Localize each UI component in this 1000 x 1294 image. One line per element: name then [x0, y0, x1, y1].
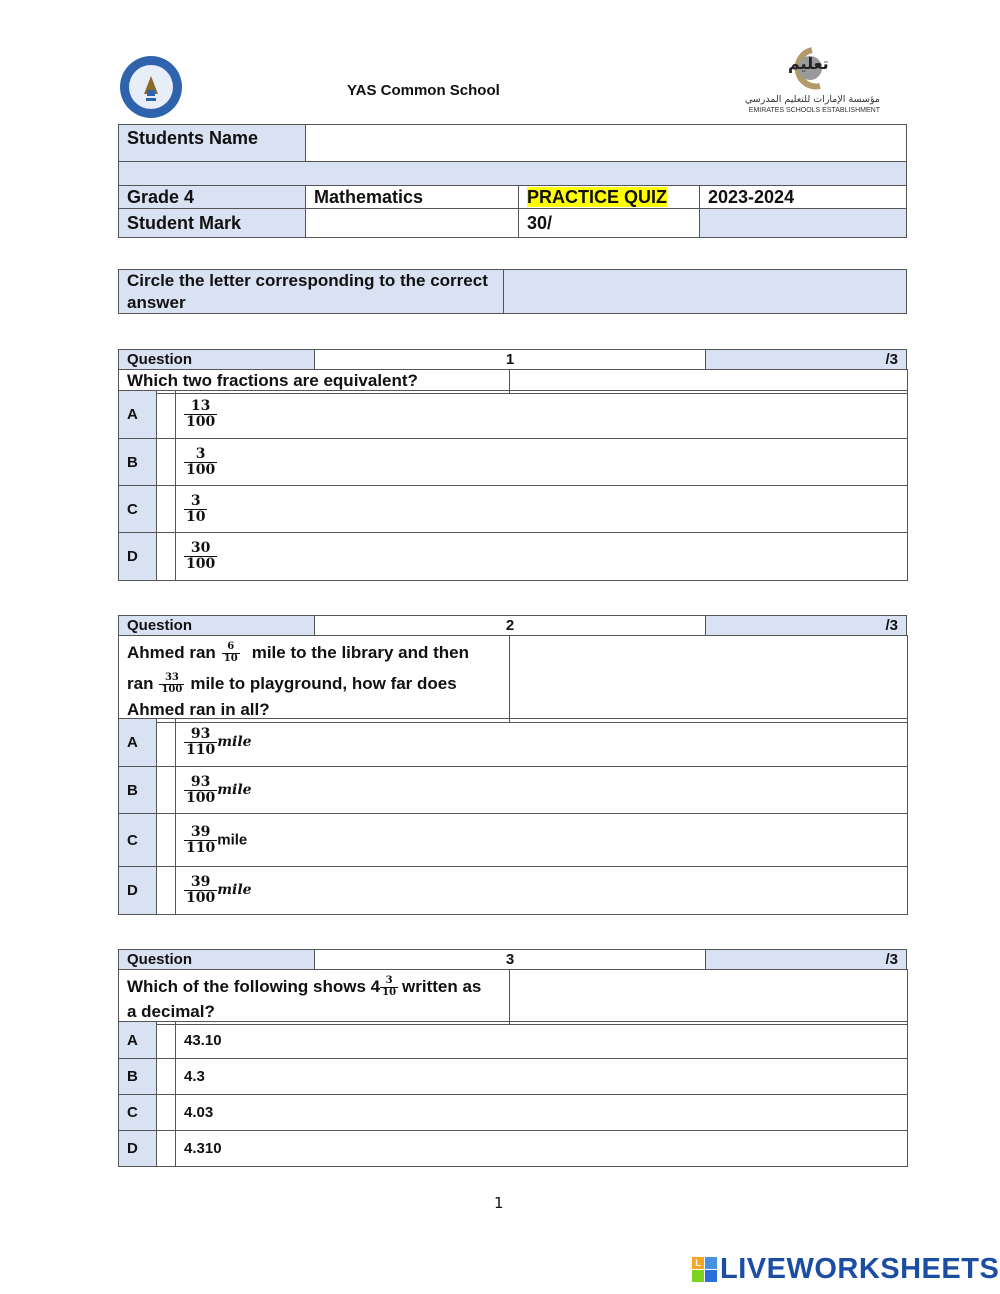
option-mark-box[interactable]: [157, 867, 176, 915]
option-row[interactable]: [119, 439, 908, 486]
option-value: 4.3: [176, 1059, 908, 1095]
option-letter[interactable]: B: [119, 767, 157, 814]
option-mark-box[interactable]: [157, 1131, 176, 1167]
fraction: [184, 399, 217, 429]
question-text-part: a decimal?: [127, 1001, 215, 1021]
option-mark-box[interactable]: [157, 439, 176, 486]
unit-label: mile: [217, 734, 252, 751]
question-2-options: [118, 718, 908, 915]
fraction-denominator: 100: [161, 683, 183, 695]
fraction-denominator: 10: [382, 986, 397, 998]
option-mark-box[interactable]: [157, 1022, 176, 1059]
fraction-denominator: 10: [223, 652, 238, 664]
option-value: 4.03: [176, 1095, 908, 1131]
fraction-numerator: 3: [195, 445, 206, 462]
ese-arabic-name: مؤسسة الإمارات للتعليم المدرسي: [744, 94, 880, 105]
option-mark-box[interactable]: [157, 1095, 176, 1131]
question-number: 1: [315, 350, 706, 370]
fraction-denominator: 10: [186, 508, 206, 525]
option-letter[interactable]: C: [119, 486, 157, 533]
question-number: 3: [315, 950, 706, 970]
question-marks: /3: [706, 950, 907, 970]
option-content: [176, 391, 908, 439]
option-letter[interactable]: D: [119, 1131, 157, 1167]
fraction-numerator: 39: [190, 874, 211, 891]
question-text-part: Ahmed ran in all?: [127, 699, 270, 719]
option-letter[interactable]: A: [119, 1022, 157, 1059]
fraction-denominator: 100: [186, 414, 216, 430]
brand-tile: [705, 1257, 717, 1269]
unit-label: mile: [217, 882, 252, 899]
question-text-part: mile to playground, how far does: [190, 673, 457, 693]
unit-label: mile: [217, 782, 252, 798]
option-content: [176, 867, 908, 915]
students-name-field[interactable]: [306, 125, 907, 162]
option-mark-box[interactable]: [157, 719, 176, 767]
option-letter[interactable]: B: [119, 1059, 157, 1095]
option-mark-box[interactable]: [157, 486, 176, 533]
fraction-numerator: 3: [385, 975, 393, 986]
answer-area: [510, 636, 908, 723]
brand-tile: [705, 1270, 717, 1282]
option-mark-box[interactable]: [157, 391, 176, 439]
question-marks: /3: [706, 350, 907, 370]
question-3-header: [118, 949, 907, 970]
fraction: [184, 494, 207, 524]
option-row[interactable]: [119, 867, 908, 915]
fraction-numerator: 30: [190, 540, 211, 557]
question-text-part: mile to the library and then: [251, 642, 469, 662]
quiz-type-label: PRACTICE QUIZ: [527, 186, 668, 207]
fraction-denominator: 100: [186, 461, 216, 478]
question-text: [119, 636, 510, 723]
question-text: [119, 970, 510, 1025]
ese-logo: [740, 46, 880, 118]
fraction: [380, 976, 398, 998]
fraction-numerator: 93: [190, 773, 211, 790]
ese-arabic-title: تعليم: [788, 54, 829, 73]
fraction-denominator: 100: [186, 890, 216, 906]
option-content: [176, 719, 908, 767]
fraction-numerator: 13: [190, 398, 211, 415]
liveworksheets-icon: [692, 1257, 717, 1282]
student-info-table: [118, 124, 907, 238]
option-mark-box[interactable]: [157, 1059, 176, 1095]
fraction: [159, 673, 184, 695]
fraction-denominator: 110: [186, 839, 216, 856]
mark-extra-cell: [700, 209, 907, 238]
question-number: 2: [315, 616, 706, 636]
option-letter[interactable]: A: [119, 719, 157, 767]
fraction-numerator: 6: [227, 641, 235, 652]
option-letter[interactable]: D: [119, 533, 157, 581]
option-row[interactable]: [119, 814, 908, 867]
option-mark-box[interactable]: [157, 767, 176, 814]
question-text-part: Which of the following shows 4: [127, 976, 381, 996]
school-name: YAS Common School: [347, 82, 500, 99]
option-content: [176, 439, 908, 486]
fraction-denominator: 110: [186, 742, 216, 758]
school-logo: [118, 54, 184, 120]
fraction-denominator: 100: [186, 556, 216, 572]
option-content: [176, 533, 908, 581]
question-3-prompt: [118, 969, 908, 1025]
option-row[interactable]: [119, 1131, 908, 1167]
question-marks: /3: [706, 616, 907, 636]
page-number: 1: [494, 1194, 504, 1212]
option-letter[interactable]: C: [119, 1095, 157, 1131]
option-row[interactable]: [119, 767, 908, 814]
fraction: [184, 541, 217, 571]
total-mark: 30/: [519, 209, 700, 238]
fraction: [222, 642, 240, 664]
fraction: [184, 727, 217, 757]
question-3-options: [118, 1021, 908, 1167]
option-content: [176, 767, 908, 814]
brand-tile: L: [692, 1257, 704, 1269]
instruction-blank: [504, 270, 907, 314]
fraction-denominator: 100: [186, 789, 216, 806]
quiz-type-cell: [519, 186, 700, 209]
students-name-label: Students Name: [119, 125, 306, 162]
answer-area: [510, 970, 908, 1025]
brand-tile: [692, 1270, 704, 1282]
question-1-header: [118, 349, 907, 370]
question-text-part: ran: [127, 673, 154, 693]
option-row[interactable]: [119, 1059, 908, 1095]
question-label: Question: [119, 616, 315, 636]
liveworksheets-brand[interactable]: [692, 1254, 999, 1284]
option-row[interactable]: [119, 719, 908, 767]
option-letter[interactable]: C: [119, 814, 157, 867]
ese-english-name: EMIRATES SCHOOLS ESTABLISHMENT: [748, 107, 880, 114]
option-mark-box[interactable]: [157, 814, 176, 867]
unit-label: mile: [217, 831, 248, 849]
question-2-prompt: [118, 635, 908, 723]
question-label: Question: [119, 350, 315, 370]
option-row[interactable]: [119, 533, 908, 581]
question-2-header: [118, 615, 907, 636]
liveworksheets-wordmark: LIVEWORKSHEETS: [720, 1252, 1000, 1285]
fraction-numerator: 33: [164, 672, 179, 683]
option-mark-box[interactable]: [157, 533, 176, 581]
question-text-part: written as: [402, 976, 482, 996]
instruction-text: Circle the letter corresponding to the correct answer: [119, 270, 504, 314]
question-text: Which two fractions are equivalent?: [119, 370, 510, 394]
question-text-part: Ahmed ran: [127, 642, 216, 662]
question-label: Question: [119, 950, 315, 970]
fraction: [184, 825, 217, 855]
fraction: [184, 775, 217, 805]
option-row[interactable]: [119, 1095, 908, 1131]
question-1-options: [118, 390, 908, 581]
year-label: 2023-2024: [700, 186, 907, 209]
spacer-row: [119, 162, 907, 186]
option-row[interactable]: [119, 1022, 908, 1059]
fraction-numerator: 39: [190, 823, 211, 840]
option-letter[interactable]: B: [119, 439, 157, 486]
option-row[interactable]: [119, 486, 908, 533]
fraction-numerator: 93: [190, 726, 211, 743]
option-value: 43.10: [176, 1022, 908, 1059]
option-content: [176, 814, 908, 867]
fraction-numerator: 3: [190, 492, 201, 509]
option-letter[interactable]: A: [119, 391, 157, 439]
option-row[interactable]: [119, 391, 908, 439]
student-mark-label: Student Mark: [119, 209, 306, 238]
subject-label: Mathematics: [306, 186, 519, 209]
option-value: 4.310: [176, 1131, 908, 1167]
grade-label: Grade 4: [119, 186, 306, 209]
student-mark-field[interactable]: [306, 209, 519, 238]
fraction: [184, 447, 217, 477]
instruction-table: [118, 269, 907, 314]
fraction: [184, 875, 217, 905]
option-content: [176, 486, 908, 533]
option-letter[interactable]: D: [119, 867, 157, 915]
